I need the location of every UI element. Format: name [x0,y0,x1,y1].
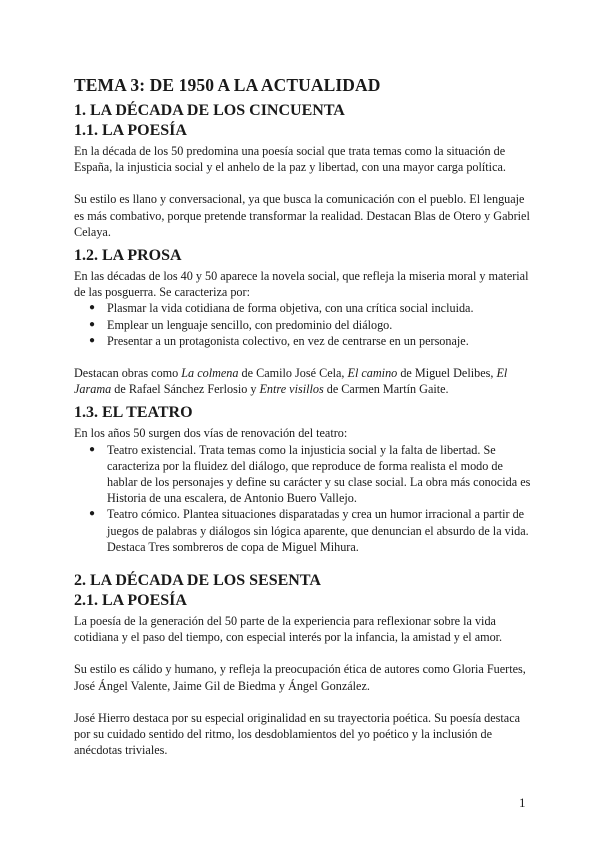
list-item [89,333,536,349]
list-item [89,506,536,555]
subsection-heading-prosa: 1.2. LA PROSA [74,247,182,265]
paragraph: En los años 50 surgen dos vías de renovación del teatro: [74,426,348,441]
list-item-text: Presentar a un protagonista colectivo, en vez de centrarse en un personaje. [107,333,469,348]
bullet-icon: ● [89,318,96,330]
list-item-text: Emplear un lenguaje sencillo, con predominio del diálogo. [107,317,393,332]
paragraph: Su estilo es cálido y humano, y refleja la preocupación ética de autores como Gloria Fuertes, José Ángel Valente, Jaime Gil de Biedma y Ángel González. [74,662,526,693]
work-title: El camino [347,366,398,381]
bullet-icon: ● [89,302,96,314]
document-title: TEMA 3: DE 1950 A LA ACTUALIDAD [74,75,381,95]
page-number: 1 [519,795,526,810]
work-title: La colmena [181,366,239,381]
bullet-icon: ● [89,334,96,346]
bullet-icon: ● [89,443,96,455]
list-item [89,317,536,333]
list-item [89,442,536,507]
work-title: El Jarama [74,366,508,397]
list-item-text: Plasmar la vida cotidiana de forma objetiva, con una crítica social incluida. [107,301,474,316]
list-item [89,300,536,316]
paragraph: En las décadas de los 40 y 50 aparece la novela social, que refleja la miseria moral y material de las posguerra. Se caracteriza por: [74,269,529,300]
paragraph: En la década de los 50 predomina una poesía social que trata temas como la situación de España, la injusticia social y el anhelo de la paz y libertad, con una mayor carga política. [74,144,506,175]
list-item-text: Teatro existencial. Trata temas como la injusticia social y la falta de libertad. Se caracteriza por la fluidez del diálogo, que reproduce de forma realista el modo de hablar de los personajes y define su carácter y su clase social. La obra más conocida es Historia de una escalera, de Antonio Buero Vallejo. [107,442,531,506]
bullet-icon: ● [89,508,96,520]
subsection-heading-teatro: 1.3. EL TEATRO [74,404,193,422]
work-title: Entre visillos [259,382,324,397]
list-item-text: Teatro cómico. Plantea situaciones disparatadas y crea un humor irracional a partir de juegos de palabras y diálogos sin lógica aparente, que denuncian el absurdo de la vida. Destaca Tres sombreros de copa de Miguel Mihura. [107,507,529,554]
subsection-heading-poesia-2: 2.1. LA POESÍA [74,592,187,610]
bullet-list [74,442,536,555]
paragraph-obras: Destacan obras como La colmena de Camilo José Cela, El camino de Miguel Delibes, El Jarama de Rafael Sánchez Ferlosio y Entre visillos de Carmen Martín Gaite. [74,366,508,397]
subsection-heading-poesia: 1.1. LA POESÍA [74,122,187,139]
paragraph: La poesía de la generación del 50 parte de la experiencia para reflexionar sobre la vida cotidiana y el paso del tiempo, con especial interés por la infancia, la amistad y el amor. [74,614,503,645]
paragraph: José Hierro destaca por su especial originalidad en su trayectoria poética. Su poesía destaca por su cuidado sentido del ritmo, los desdoblamientos del yo poético y la inclusión de anécdotas triviales. [74,710,521,758]
section-heading-1: 1. LA DÉCADA DE LOS CINCUENTA [74,102,345,119]
section-heading-2: 2. LA DÉCADA DE LOS SESENTA [74,572,321,590]
document-page [74,74,536,758]
paragraph: Su estilo es llano y conversacional, ya que busca la comunicación con el pueblo. El lenguaje es más combativo, porque pretende transformar la realidad. Destacan Blas de Otero y Gabriel Celaya. [74,192,530,239]
bullet-list [74,300,536,349]
